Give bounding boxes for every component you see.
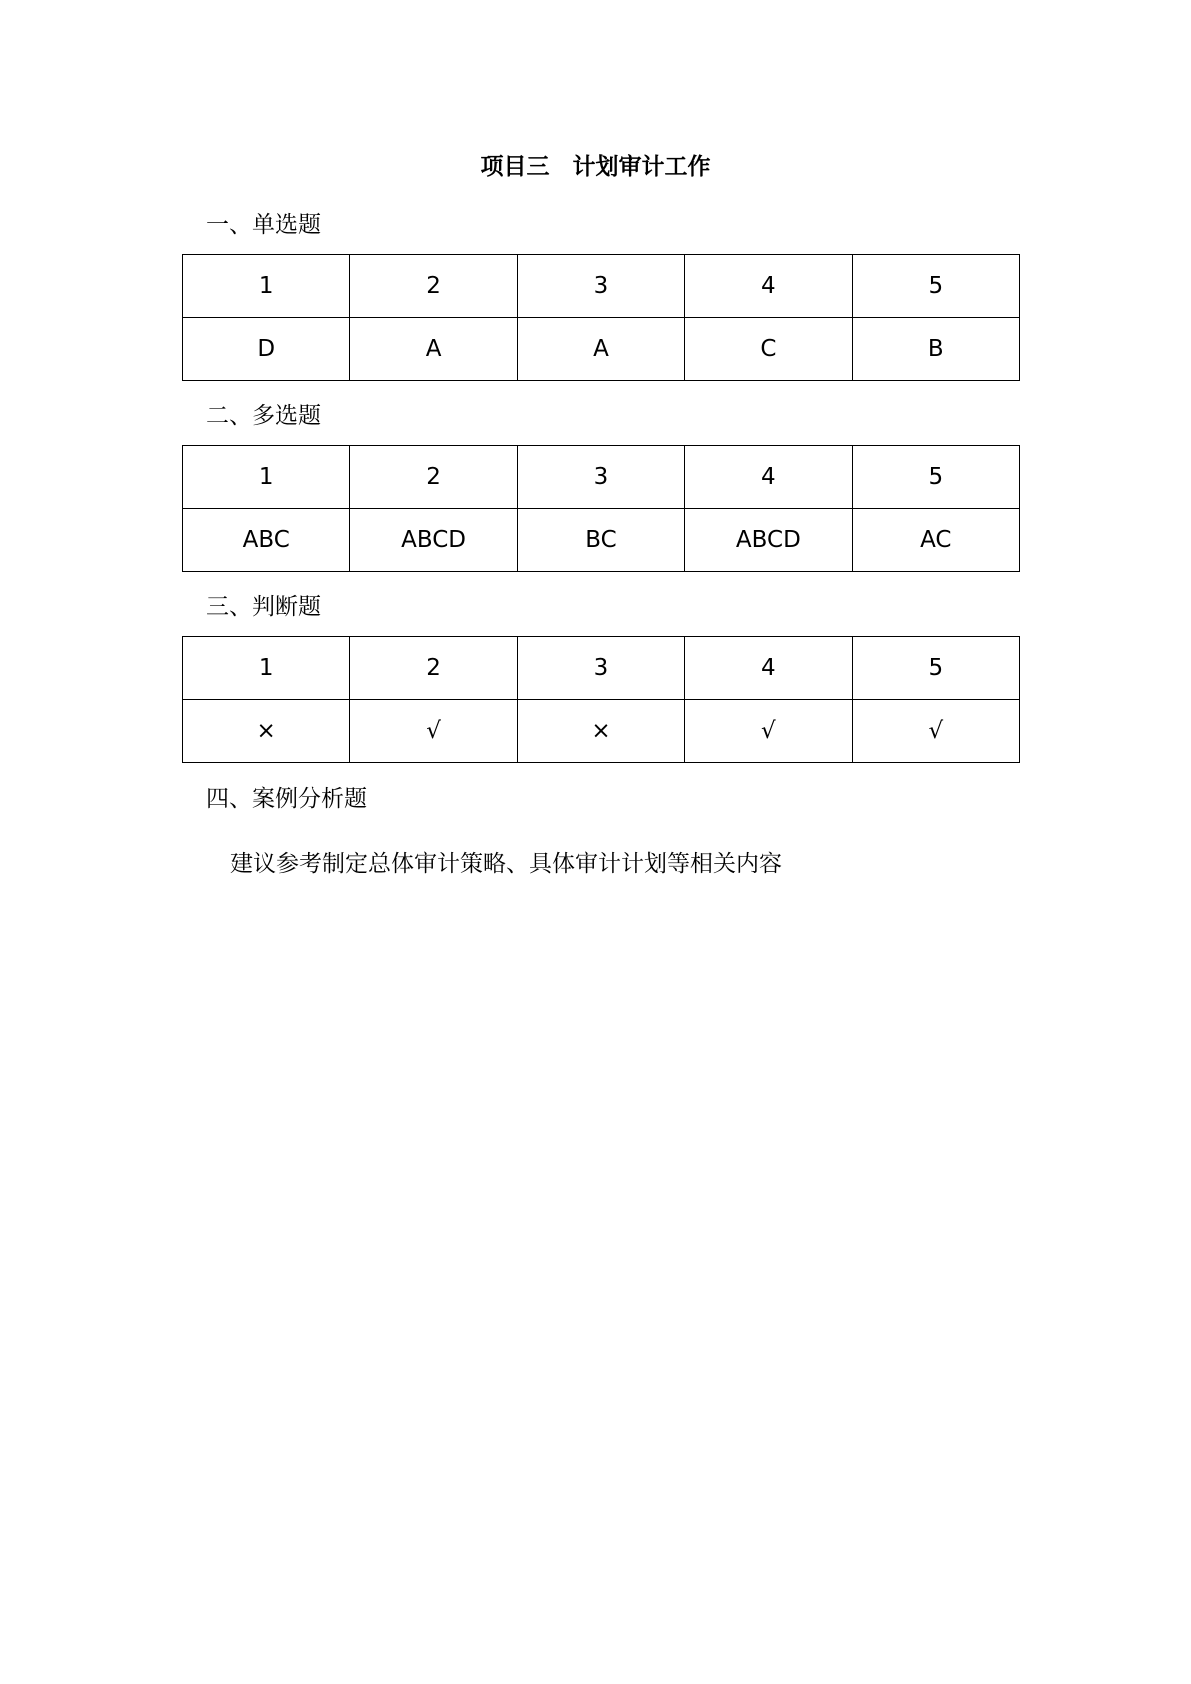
answer-table-single-choice — [182, 254, 1020, 381]
table-row-numbers — [183, 255, 1020, 318]
page-title: 项目三 计划审计工作 — [480, 154, 711, 180]
answer-cell: BC — [517, 509, 684, 572]
section-heading-case-analysis: 四、案例分析题 — [206, 786, 367, 812]
table-row-numbers — [183, 446, 1020, 509]
table-row-answers — [183, 700, 1020, 763]
answer-cell: ABC — [183, 509, 350, 572]
answer-cell: C — [685, 318, 852, 381]
answer-cell: √ — [350, 700, 517, 763]
answer-cell: √ — [685, 700, 852, 763]
question-number-cell: 5 — [852, 255, 1019, 318]
table-row-answers — [183, 509, 1020, 572]
question-number-cell: 5 — [852, 637, 1019, 700]
answer-table-multiple-choice — [182, 445, 1020, 572]
question-number-cell: 4 — [685, 637, 852, 700]
answer-cell: √ — [852, 700, 1019, 763]
answer-cell: D — [183, 318, 350, 381]
answer-cell: B — [852, 318, 1019, 381]
answer-cell: A — [350, 318, 517, 381]
question-number-cell: 4 — [685, 446, 852, 509]
question-number-cell: 2 — [350, 446, 517, 509]
case-analysis-text: 建议参考制定总体审计策略、具体审计计划等相关内容 — [230, 851, 782, 877]
question-number-cell: 1 — [183, 255, 350, 318]
question-number-cell: 3 — [517, 255, 684, 318]
answer-table-true-false — [182, 636, 1020, 763]
question-number-cell: 3 — [517, 446, 684, 509]
question-number-cell: 1 — [183, 446, 350, 509]
answer-cell: × — [183, 700, 350, 763]
answer-cell: ABCD — [350, 509, 517, 572]
table-row-answers — [183, 318, 1020, 381]
answer-cell: × — [517, 700, 684, 763]
question-number-cell: 2 — [350, 637, 517, 700]
answer-cell: A — [517, 318, 684, 381]
question-number-cell: 5 — [852, 446, 1019, 509]
question-number-cell: 3 — [517, 637, 684, 700]
answer-cell: ABCD — [685, 509, 852, 572]
table-row-numbers — [183, 637, 1020, 700]
question-number-cell: 2 — [350, 255, 517, 318]
section-heading-true-false: 三、判断题 — [206, 594, 321, 620]
section-heading-multiple-choice: 二、多选题 — [206, 403, 321, 429]
section-heading-single-choice: 一、单选题 — [206, 212, 321, 238]
question-number-cell: 4 — [685, 255, 852, 318]
answer-cell: AC — [852, 509, 1019, 572]
question-number-cell: 1 — [183, 637, 350, 700]
